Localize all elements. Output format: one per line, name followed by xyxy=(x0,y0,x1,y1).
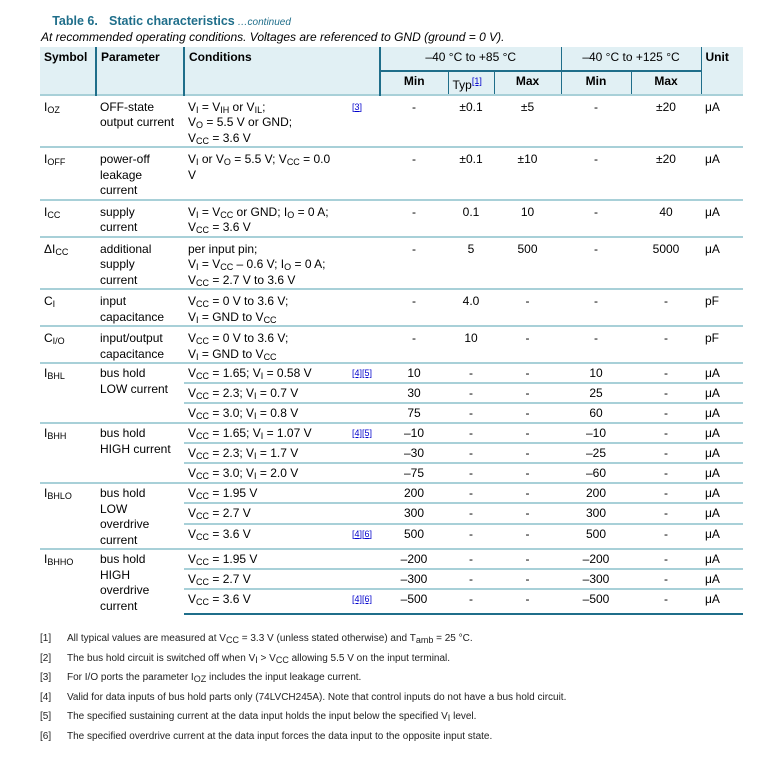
parameter: bus hold LOW current xyxy=(96,363,184,423)
unit-value: μA xyxy=(701,200,743,237)
value-max1: - xyxy=(494,363,561,383)
table-row xyxy=(40,549,743,569)
unit-value: μA xyxy=(701,483,743,503)
value-min1: 10 xyxy=(380,363,448,383)
value-typ: - xyxy=(448,403,494,423)
value-min1: –200 xyxy=(380,549,448,569)
value-max2: - xyxy=(631,589,701,614)
value-min2: 25 xyxy=(561,383,631,403)
unit-value: μA xyxy=(701,423,743,443)
parameter: additional supply current xyxy=(96,237,184,290)
table-title-text: Static characteristics xyxy=(109,14,235,28)
footnote-id: [4] xyxy=(40,691,52,703)
value-max2: - xyxy=(631,483,701,503)
conditions: $V_{CC} = 3.0$; $V_I = 2.0$ V xyxy=(184,463,348,483)
footnote-ref xyxy=(348,549,380,569)
value-typ: - xyxy=(448,524,494,549)
conditions: $V_{CC} = 3.0$; $V_I = 0.8$ V xyxy=(184,403,348,423)
value-max1: - xyxy=(494,326,561,363)
value-min1: –300 xyxy=(380,569,448,589)
footnote-link-1[interactable]: [1] xyxy=(471,76,482,86)
footnote-ref xyxy=(348,289,380,326)
footnote-ref-link[interactable]: [3] xyxy=(352,101,363,112)
value-min2: 500 xyxy=(561,524,631,549)
value-min2: –60 xyxy=(561,463,631,483)
unit-value: μA xyxy=(701,589,743,614)
conditions: $V_{CC} = 0$ V to 3.6 V; $V_I$ = GND to $V_{CC}$ xyxy=(184,326,348,363)
value-min1: 500 xyxy=(380,524,448,549)
value-typ: 10 xyxy=(448,326,494,363)
value-max2: - xyxy=(631,443,701,463)
parameter: input/output capacitance xyxy=(96,326,184,363)
value-typ: - xyxy=(448,423,494,443)
value-max1: - xyxy=(494,524,561,549)
footnote-item xyxy=(40,633,566,653)
conditions: $V_I = V_{IH}$ or $V_{IL}$; $V_O = 5.5$ V or GND; $V_{CC} = 3.6$ V xyxy=(184,95,348,148)
footnote-item xyxy=(40,692,566,712)
table-row xyxy=(40,95,743,148)
value-max1: ±5 xyxy=(494,95,561,148)
parameter: bus hold LOW overdrive current xyxy=(96,483,184,549)
value-min1: –500 xyxy=(380,589,448,614)
value-max2: - xyxy=(631,503,701,523)
footnote-text: All typical values are measured at $V_{CC} = 3.3$ V (unless stated otherwise) and $T_{amb} = 25$ °C. xyxy=(67,633,473,645)
conditions: $V_I$ or $V_O = 5.5$ V; $V_{CC} = 0.0$ V xyxy=(184,147,348,200)
conditions: $V_{CC} = 1.65$; $V_I = 1.07$ V xyxy=(184,423,348,443)
value-min2: - xyxy=(561,289,631,326)
value-max2: - xyxy=(631,326,701,363)
value-max2: - xyxy=(631,569,701,589)
value-min1: - xyxy=(380,237,448,290)
footnote-ref-link[interactable]: [4][6] xyxy=(352,528,373,539)
symbol: $I_{BHLO}$ xyxy=(40,483,96,549)
conditions: $V_{CC} = 2.3$; $V_I = 0.7$ V xyxy=(184,383,348,403)
value-max2: - xyxy=(631,289,701,326)
value-typ: ±0.1 xyxy=(448,147,494,200)
footnote-ref[interactable] xyxy=(348,423,380,443)
footnote-ref[interactable] xyxy=(348,524,380,549)
static-characteristics-table xyxy=(40,47,743,615)
footnote-text: For I/O ports the parameter $I_{OZ}$ includes the input leakage current. xyxy=(67,672,362,685)
value-min1: - xyxy=(380,95,448,148)
value-max1: - xyxy=(494,463,561,483)
value-max1: 500 xyxy=(494,237,561,290)
value-min1: 30 xyxy=(380,383,448,403)
conditions: $V_I = V_{CC}$ or GND; $I_O = 0$ A; $V_{CC} = 3.6$ V xyxy=(184,200,348,237)
value-max2: - xyxy=(631,524,701,549)
footnote-ref xyxy=(348,326,380,363)
value-max2: - xyxy=(631,423,701,443)
footnote-ref xyxy=(348,147,380,200)
value-min2: - xyxy=(561,326,631,363)
footnote-text: Valid for data inputs of bus hold parts only (74LVCH245A). Note that control inputs do not have a bus hold circuit. xyxy=(67,691,567,703)
value-min1: - xyxy=(380,289,448,326)
conditions: per input pin; $V_I = V_{CC} - 0.6$ V; $I_O = 0$ A; $V_{CC} = 2.7$ V to 3.6 V xyxy=(184,237,348,290)
value-min1: 75 xyxy=(380,403,448,423)
unit-value: μA xyxy=(701,147,743,200)
col-header-unit: Unit xyxy=(701,47,743,95)
col-header-range-85: –40 °C to +85 °C xyxy=(380,47,561,71)
table-row xyxy=(40,423,743,443)
col-header-range-125: –40 °C to +125 °C xyxy=(561,47,701,71)
conditions: $V_{CC} = 3.6$ V xyxy=(184,589,348,614)
footnote-text: The bus hold circuit is switched off when $V_I > V_{CC}$ allowing 5.5 V on the input terminal. xyxy=(67,652,451,665)
conditions: $V_{CC} = 3.6$ V xyxy=(184,524,348,549)
footnotes xyxy=(40,633,566,751)
footnote-ref xyxy=(348,443,380,463)
table-subtitle: At recommended operating conditions. Voltages are referenced to GND (ground = 0 V). xyxy=(41,30,505,44)
value-max1: - xyxy=(494,483,561,503)
footnote-ref xyxy=(348,200,380,237)
value-max1: - xyxy=(494,549,561,569)
unit-value: μA xyxy=(701,95,743,148)
unit-value: pF xyxy=(701,289,743,326)
value-max2: ±20 xyxy=(631,95,701,148)
conditions: $V_{CC} = 1.65$; $V_I = 0.58$ V xyxy=(184,363,348,383)
unit-value: μA xyxy=(701,403,743,423)
col-header-max-85: Max xyxy=(494,71,561,95)
col-header-symbol: Symbol xyxy=(40,47,96,95)
table-row xyxy=(40,483,743,503)
value-min1: - xyxy=(380,147,448,200)
symbol: $I_{BHL}$ xyxy=(40,363,96,423)
footnote-id: [2] xyxy=(40,652,52,664)
conditions: $V_{CC} = 0$ V to 3.6 V; $V_I$ = GND to $V_{CC}$ xyxy=(184,289,348,326)
table-row xyxy=(40,147,743,200)
conditions: $V_{CC} = 2.7$ V xyxy=(184,503,348,523)
unit-value: μA xyxy=(701,237,743,290)
col-header-parameter: Parameter xyxy=(96,47,184,95)
footnote-ref xyxy=(348,463,380,483)
value-min2: –10 xyxy=(561,423,631,443)
value-max1: - xyxy=(494,569,561,589)
value-min2: - xyxy=(561,200,631,237)
value-typ: - xyxy=(448,483,494,503)
value-max2: - xyxy=(631,403,701,423)
value-max1: 10 xyxy=(494,200,561,237)
footnote-item xyxy=(40,672,566,692)
symbol: $I_{OZ}$ xyxy=(40,95,96,148)
value-max1: - xyxy=(494,443,561,463)
value-typ: - xyxy=(448,383,494,403)
table-row xyxy=(40,200,743,237)
footnote-ref[interactable] xyxy=(348,589,380,614)
value-min1: –75 xyxy=(380,463,448,483)
value-min2: - xyxy=(561,237,631,290)
value-max2: - xyxy=(631,383,701,403)
footnote-item xyxy=(40,711,566,731)
footnote-ref xyxy=(348,383,380,403)
value-max2: - xyxy=(631,463,701,483)
continued-label: …continued xyxy=(234,17,291,28)
col-header-min-125: Min xyxy=(561,71,631,95)
value-min1: - xyxy=(380,326,448,363)
unit-value: μA xyxy=(701,463,743,483)
conditions: $V_{CC} = 1.95$ V xyxy=(184,483,348,503)
footnote-ref xyxy=(348,569,380,589)
footnote-ref xyxy=(348,403,380,423)
value-typ: - xyxy=(448,363,494,383)
footnote-ref-link[interactable]: [4][5] xyxy=(352,428,373,438)
value-typ: - xyxy=(448,589,494,614)
unit-value: μA xyxy=(701,443,743,463)
value-min1: –10 xyxy=(380,423,448,443)
value-min2: 200 xyxy=(561,483,631,503)
value-max2: 40 xyxy=(631,200,701,237)
value-min2: –500 xyxy=(561,589,631,614)
value-max1: - xyxy=(494,589,561,614)
value-max1: ±10 xyxy=(494,147,561,200)
footnote-ref xyxy=(348,483,380,503)
value-max2: - xyxy=(631,363,701,383)
value-typ: 5 xyxy=(448,237,494,290)
value-min1: 300 xyxy=(380,503,448,523)
footnote-ref xyxy=(348,237,380,290)
unit-value: μA xyxy=(701,383,743,403)
table-row xyxy=(40,326,743,363)
table-number: Table 6. xyxy=(52,14,98,28)
table-row xyxy=(40,237,743,290)
value-min2: 60 xyxy=(561,403,631,423)
value-max1: - xyxy=(494,503,561,523)
value-min2: –300 xyxy=(561,569,631,589)
value-max1: - xyxy=(494,383,561,403)
value-typ: ±0.1 xyxy=(448,95,494,148)
footnote-ref-link[interactable]: [4][6] xyxy=(352,594,373,604)
value-min1: - xyxy=(380,200,448,237)
symbol: $C_{I/O}$ xyxy=(40,326,96,363)
col-header-typ: Typ[1] xyxy=(448,71,494,95)
parameter: supply current xyxy=(96,200,184,237)
col-header-max-125: Max xyxy=(631,71,701,95)
value-min2: 300 xyxy=(561,503,631,523)
symbol: $I_{BHH}$ xyxy=(40,423,96,483)
unit-value: μA xyxy=(701,503,743,523)
value-max1: - xyxy=(494,423,561,443)
parameter: bus hold HIGH overdrive current xyxy=(96,549,184,614)
footnote-ref xyxy=(348,503,380,523)
symbol: $I_{CC}$ xyxy=(40,200,96,237)
value-typ: - xyxy=(448,549,494,569)
value-typ: - xyxy=(448,503,494,523)
footnote-id: [1] xyxy=(40,633,52,644)
value-max1: - xyxy=(494,403,561,423)
conditions: $V_{CC} = 1.95$ V xyxy=(184,549,348,569)
value-min1: –30 xyxy=(380,443,448,463)
unit-value: μA xyxy=(701,549,743,569)
footnote-text: The specified sustaining current at the data input holds the input below the specified $V_I$ level. xyxy=(67,711,477,724)
footnote-ref-link[interactable]: [4][5] xyxy=(352,368,373,378)
value-typ: - xyxy=(448,569,494,589)
value-typ: - xyxy=(448,443,494,463)
parameter: OFF-state output current xyxy=(96,95,184,148)
value-min1: 200 xyxy=(380,483,448,503)
symbol: $I_{OFF}$ xyxy=(40,147,96,200)
footnote-id: [5] xyxy=(40,711,52,723)
unit-value: μA xyxy=(701,524,743,549)
symbol: $\Delta I_{CC}$ xyxy=(40,237,96,290)
footnote-id: [6] xyxy=(40,730,52,742)
unit-value: μA xyxy=(701,569,743,589)
value-min2: 10 xyxy=(561,363,631,383)
value-max2: 5000 xyxy=(631,237,701,290)
footnote-ref[interactable] xyxy=(348,363,380,383)
table-row xyxy=(40,363,743,383)
value-typ: - xyxy=(448,463,494,483)
symbol: $I_{BHHO}$ xyxy=(40,549,96,614)
parameter: bus hold HIGH current xyxy=(96,423,184,483)
value-min2: –200 xyxy=(561,549,631,569)
value-typ: 0.1 xyxy=(448,200,494,237)
footnote-ref[interactable] xyxy=(348,95,380,148)
table-title xyxy=(41,14,291,28)
value-min2: - xyxy=(561,95,631,148)
conditions: $V_{CC} = 2.3$; $V_I = 1.7$ V xyxy=(184,443,348,463)
symbol: $C_I$ xyxy=(40,289,96,326)
value-max2: - xyxy=(631,549,701,569)
parameter: input capacitance xyxy=(96,289,184,326)
table-row xyxy=(40,289,743,326)
footnote-item xyxy=(40,653,566,673)
value-max1: - xyxy=(494,289,561,326)
value-min2: –25 xyxy=(561,443,631,463)
col-header-conditions: Conditions xyxy=(184,47,380,95)
value-max2: ±20 xyxy=(631,147,701,200)
value-typ: 4.0 xyxy=(448,289,494,326)
unit-value: μA xyxy=(701,363,743,383)
footnote-item xyxy=(40,731,566,751)
conditions: $V_{CC} = 2.7$ V xyxy=(184,569,348,589)
col-header-min-85: Min xyxy=(380,71,448,95)
value-min2: - xyxy=(561,147,631,200)
footnote-text: The specified overdrive current at the data input forces the data input to the opposite input state. xyxy=(67,730,493,742)
footnote-id: [3] xyxy=(40,672,52,684)
unit-value: pF xyxy=(701,326,743,363)
parameter: power-off leakage current xyxy=(96,147,184,200)
